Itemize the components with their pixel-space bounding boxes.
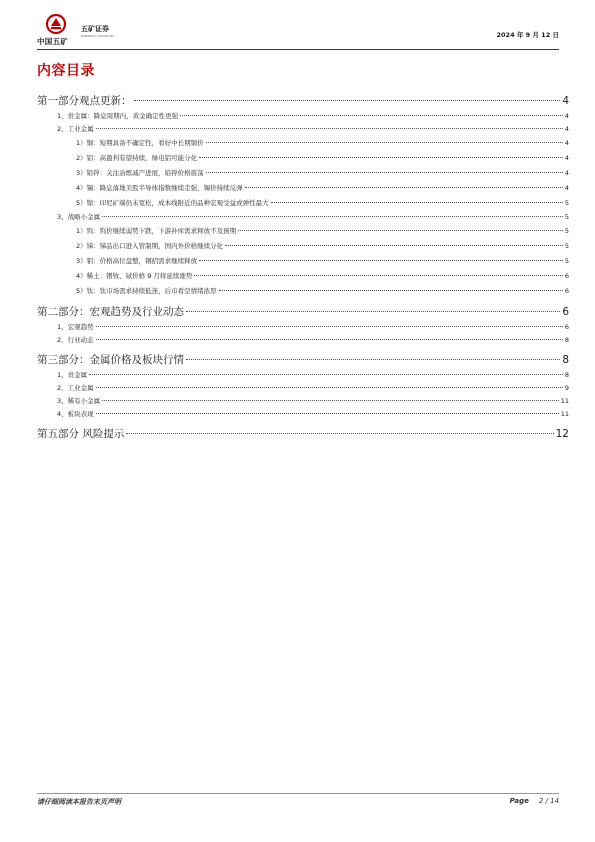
toc-part-3[interactable] [37, 351, 569, 369]
company-logo [37, 14, 77, 48]
brand-name: 五矿证券 [81, 25, 109, 33]
toc-leader [219, 290, 563, 291]
toc-section[interactable] [37, 369, 569, 382]
toc-page-number: 9 [564, 384, 569, 392]
toc-page-number: 6 [564, 323, 569, 331]
toc-page-number: 8 [562, 354, 569, 366]
toc-leader [186, 311, 560, 312]
minmetals-logo-icon [45, 14, 67, 34]
toc-subsection[interactable] [37, 196, 569, 211]
footer-disclaimer: 请仔细阅读本报告末页声明 [37, 798, 121, 806]
toc-page-number: 6 [564, 272, 569, 280]
footer-divider [37, 793, 559, 794]
toc-subsection[interactable] [37, 254, 569, 269]
toc-section[interactable] [37, 382, 569, 395]
toc-leader [96, 128, 563, 129]
toc-page-number: 5 [564, 199, 569, 207]
toc-page-number: 5 [564, 257, 569, 265]
toc-section[interactable] [37, 211, 569, 224]
toc-subsection[interactable] [37, 181, 569, 196]
toc-leader [238, 230, 563, 231]
toc-page-number: 5 [564, 227, 569, 235]
toc-subsection[interactable] [37, 166, 569, 181]
toc-entry-label: 2）铝：高盈利有望持续，绿电铝可能分化 [76, 154, 198, 162]
toc-entry-label: 2、工业金属 [57, 125, 94, 133]
toc-entry-label: 3）钼：价格高位盘整，钢招需求继续释放 [76, 257, 198, 265]
toc-page-number: 8 [564, 336, 569, 344]
toc-part-5[interactable] [37, 425, 569, 443]
toc-leader [206, 142, 563, 143]
toc-entry-label: 4）锡：降息落地美股半导体指数继续走强，锡价持续反弹 [76, 184, 243, 192]
toc-entry-label: 3、战略小金属 [57, 213, 101, 221]
header-divider [37, 49, 559, 50]
toc-part-1[interactable] [37, 92, 569, 110]
toc-entry-label: 2、行业动态 [57, 336, 94, 344]
page-number: 2 / 14 [538, 797, 559, 805]
toc-leader [96, 413, 559, 414]
toc-leader [102, 216, 563, 217]
toc-leader [96, 326, 563, 327]
toc-entry-label: 1）铜：短期具备不确定性，看好中长期铜价 [76, 139, 204, 147]
toc-page-number: 8 [564, 371, 569, 379]
toc-entry-label: 5）钛：钛市场需求持续低迷，后市看空情绪浓厚 [76, 287, 217, 295]
toc-leader [199, 260, 563, 261]
toc-subsection[interactable] [37, 224, 569, 239]
report-date: 2024 年 9 月 12 日 [496, 31, 559, 39]
toc-page-number: 4 [564, 139, 569, 147]
toc-leader [180, 115, 563, 116]
toc-section[interactable] [37, 321, 569, 334]
toc-entry-label: 1）钨：钨价继续弱势下跌，下游补库需求释放不及预期 [76, 227, 237, 235]
toc-page-number: 5 [564, 213, 569, 221]
toc-leader [102, 400, 559, 401]
toc-leader [225, 245, 563, 246]
toc-entry-label: 2、工业金属 [57, 384, 94, 392]
toc-leader [126, 433, 553, 434]
toc-page-number: 4 [564, 169, 569, 177]
toc-section[interactable] [37, 123, 569, 136]
brand-subtitle: MINMETALS SECURITIES [81, 35, 115, 38]
table-of-contents [37, 88, 569, 443]
toc-part-2[interactable] [37, 303, 569, 321]
toc-title: 内容目录 [37, 63, 95, 79]
toc-leader [96, 339, 563, 340]
toc-section[interactable] [37, 395, 569, 408]
toc-page-number: 4 [562, 95, 569, 107]
toc-page-number: 4 [564, 125, 569, 133]
toc-page-number: 6 [562, 306, 569, 318]
toc-leader [245, 187, 563, 188]
toc-leader [96, 387, 563, 388]
toc-entry-label: 5）镍：印尼矿端仍未宽松，成本线附近的品种宏观受益或弹性最大 [76, 199, 269, 207]
toc-entry-label: 第一部分观点更新： [37, 95, 132, 107]
logo-text: 中国五矿 [37, 37, 69, 46]
toc-subsection[interactable] [37, 284, 569, 299]
toc-leader [134, 100, 561, 101]
toc-section[interactable] [37, 408, 569, 421]
toc-leader [206, 172, 563, 173]
toc-entry-label: 1、贵金属 [57, 371, 88, 379]
toc-page-number: 12 [555, 428, 569, 440]
toc-entry-label: 3）铅锌：关注冶炼减产进展，铅锌价格震荡 [76, 169, 204, 177]
toc-leader [199, 157, 563, 158]
toc-entry-label: 2）锑：锑品出口进入管制期，国内外价格继续分化 [76, 242, 224, 250]
toc-entry-label: 第三部分：金属价格及板块行情 [37, 354, 184, 366]
toc-page-number: 4 [564, 184, 569, 192]
page-indicator [510, 797, 559, 805]
toc-subsection[interactable] [37, 269, 569, 284]
toc-section[interactable] [37, 110, 569, 123]
toc-entry-label: 3、稀有小金属 [57, 397, 101, 405]
toc-entry-label: 第五部分 风险提示 [37, 428, 125, 440]
toc-section[interactable] [37, 334, 569, 347]
toc-leader [89, 374, 563, 375]
toc-entry-label: 第二部分：宏观趋势及行业动态 [37, 306, 184, 318]
toc-page-number: 6 [564, 287, 569, 295]
page-header [37, 14, 559, 48]
toc-leader [271, 202, 563, 203]
toc-entry-label: 4）稀土：镨钕、铽价格 9 月将延续涨势 [76, 272, 193, 280]
toc-entry-label: 1、宏观趋势 [57, 323, 94, 331]
toc-subsection[interactable] [37, 151, 569, 166]
toc-subsection[interactable] [37, 136, 569, 151]
page-label: Page [509, 797, 529, 805]
toc-leader [194, 275, 562, 276]
toc-entry-label: 1、贵金属：降息周期内，黄金确定性更强 [57, 112, 179, 120]
toc-page-number: 5 [564, 242, 569, 250]
toc-page-number: 4 [564, 154, 569, 162]
toc-page-number: 11 [560, 397, 569, 405]
toc-leader [186, 359, 560, 360]
brand-block [81, 24, 114, 38]
toc-page-number: 11 [560, 410, 569, 418]
toc-subsection[interactable] [37, 239, 569, 254]
toc-entry-label: 4、板块表现 [57, 410, 94, 418]
toc-page-number: 4 [564, 112, 569, 120]
